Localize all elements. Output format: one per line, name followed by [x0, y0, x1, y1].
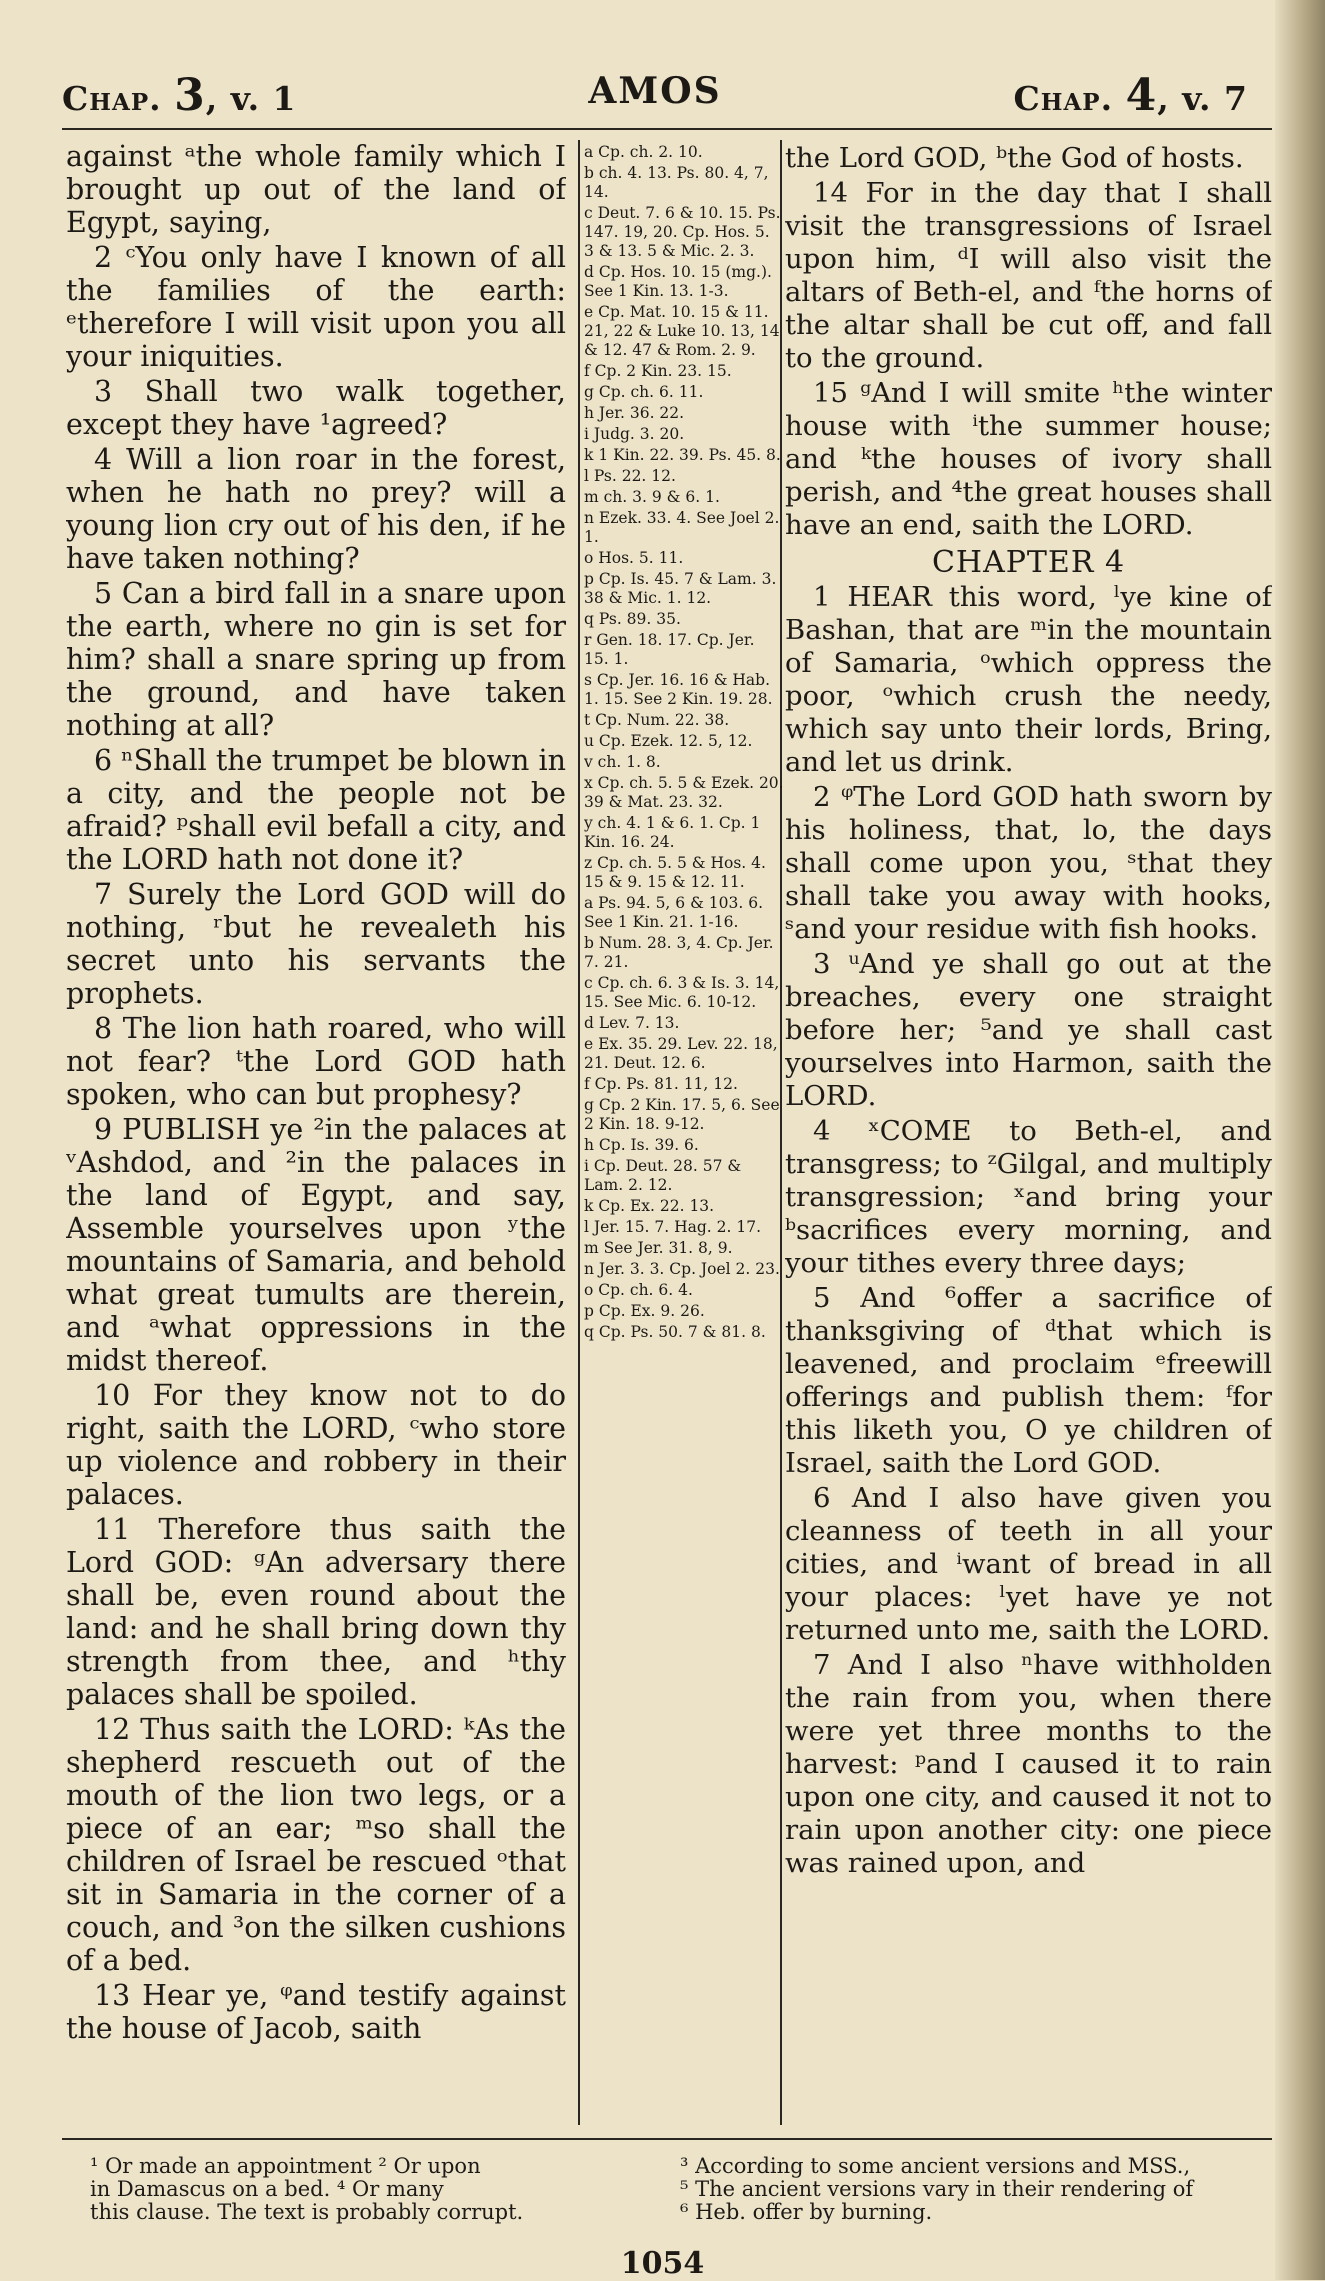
chapter-3-end: [785, 142, 1272, 542]
verse-paragraph: 7 Surely the Lord GOD will do nothing, ʳbut he revealeth his secret unto his servants the prophets.: [66, 878, 566, 1010]
footnote-line: this clause. The text is probably corrupt.: [90, 2200, 524, 2224]
header-book-title: AMOS: [588, 70, 722, 112]
footnotes: [90, 2155, 1270, 2225]
verse-paragraph: 3 ᵘAnd ye shall go out at the breaches, every one straight before her; ⁵and ye shall cast yourselves into Harmon, saith the LORD.: [785, 948, 1272, 1112]
footnote-line: ⁵ The ancient versions vary in their rendering of: [680, 2177, 1194, 2201]
cross-reference: p Cp. Is. 45. 7 & Lam. 3. 38 & Mic. 1. 12.: [584, 570, 777, 607]
cross-reference: d Cp. Hos. 10. 15 (mg.). See 1 Kin. 13. 1-3.: [584, 263, 772, 300]
cross-reference: i Judg. 3. 20.: [584, 425, 685, 443]
cross-reference: k Cp. Ex. 22. 13.: [584, 1197, 715, 1215]
verse-paragraph: 12 Thus saith the LORD: ᵏAs the shepherd rescueth out of the mouth of the lion two legs, or a piece of an ear; ᵐso shall the children of Israel be rescued ᵒthat sit in Samaria in the corner of a couch, and ³on the silken cushions of a bed.: [66, 1713, 566, 1977]
verse-paragraph: 2 ᵠThe Lord GOD hath sworn by his holiness, that, lo, the days shall come upon you, ˢthat they shall take you away with hooks, ˢand your residue with fish hooks.: [785, 781, 1272, 945]
page-number: 1054: [620, 2246, 705, 2281]
cross-reference: m ch. 3. 9 & 6. 1.: [584, 488, 720, 506]
verse-paragraph: 2 ᶜYou only have I known of all the families of the earth: ᵉtherefore I will visit upon you all your iniquities.: [66, 241, 566, 373]
cross-reference: f Cp. 2 Kin. 23. 15.: [584, 362, 732, 380]
cross-reference: x Cp. ch. 5. 5 & Ezek. 20. 39 & Mat. 23. 32.: [584, 774, 784, 811]
verse-paragraph: 14 For in the day that I shall visit the transgressions of Israel upon him, ᵈI will also visit the altars of Beth-el, and ᶠthe horns of the altar shall be cut off, and fall to the ground.: [785, 177, 1272, 374]
footnote-line: ⁶ Heb. offer by burning.: [680, 2200, 933, 2224]
cross-reference: z Cp. ch. 5. 5 & Hos. 4. 15 & 9. 15 & 12. 11.: [584, 854, 766, 891]
cross-reference: q Ps. 89. 35.: [584, 610, 681, 628]
cross-reference: t Cp. Num. 22. 38.: [584, 711, 730, 729]
cross-reference: f Cp. Ps. 81. 11, 12.: [584, 1075, 738, 1093]
verse-paragraph: 13 Hear ye, ᵠand testify against the house of Jacob, saith: [66, 1979, 566, 2045]
cross-reference: n Ezek. 33. 4. See Joel 2. 1.: [584, 509, 780, 546]
cross-reference: g Cp. 2 Kin. 17. 5, 6. See 2 Kin. 18. 9-12.: [584, 1096, 780, 1133]
cross-reference: c Deut. 7. 6 & 10. 15. Ps. 147. 19, 20. Cp. Hos. 5. 3 & 13. 5 & Mic. 2. 3.: [584, 204, 781, 260]
header-rule: [62, 128, 1272, 130]
right-text-column: [785, 142, 1272, 2132]
cross-reference: m See Jer. 31. 8, 9.: [584, 1239, 733, 1257]
cross-reference: q Cp. Ps. 50. 7 & 81. 8.: [584, 1323, 766, 1341]
cross-reference: p Cp. Ex. 9. 26.: [584, 1302, 705, 1320]
verse-paragraph: 3 Shall two walk together, except they have ¹agreed?: [66, 375, 566, 441]
header-left: Chap. 3, v. 1: [62, 70, 297, 121]
cross-reference: y ch. 4. 1 & 6. 1. Cp. 1 Kin. 16. 24.: [584, 814, 761, 851]
cross-reference: n Jer. 3. 3. Cp. Joel 2. 23.: [584, 1260, 780, 1278]
cross-reference: a Ps. 94. 5, 6 & 103. 6. See 1 Kin. 21. 1-16.: [584, 894, 764, 931]
page-edge: [1275, 0, 1325, 2280]
chapter-4-verses: [785, 581, 1272, 1880]
cross-reference: o Cp. ch. 6. 4.: [584, 1281, 693, 1299]
footnotes-left: [90, 2155, 680, 2224]
left-text-column: [66, 140, 566, 2130]
verse-paragraph: 10 For they know not to do right, saith the LORD, ᶜwho store up violence and robbery in their palaces.: [66, 1379, 566, 1511]
cross-reference: e Ex. 35. 29. Lev. 22. 18, 21. Deut. 12. 6.: [584, 1035, 778, 1072]
verse-paragraph: 11 Therefore thus saith the Lord GOD: ᵍAn adversary there shall be, even round about the land: and he shall bring down thy strength from thee, and ʰthy palaces shall be spoiled.: [66, 1513, 566, 1711]
cross-reference: h Jer. 36. 22.: [584, 404, 685, 422]
cross-reference: i Cp. Deut. 28. 57 & Lam. 2. 12.: [584, 1157, 742, 1194]
cross-reference: l Ps. 22. 12.: [584, 467, 676, 485]
header-right: Chap. 4, v. 7: [1013, 70, 1248, 121]
footnote-line: ³ According to some ancient versions and MSS.,: [680, 2154, 1191, 2178]
verse-paragraph: 9 PUBLISH ye ²in the palaces at ᵛAshdod, and ²in the palaces in the land of Egypt, and say, Assemble yourselves upon ʸthe mountains of Samaria, and behold what great tumults are therein, and ᵃwhat oppressions in the midst thereof.: [66, 1113, 566, 1377]
footnotes-right: [680, 2155, 1270, 2224]
footnote-line: ¹ Or made an appointment ² Or upon: [90, 2154, 481, 2178]
verse-paragraph: 6 And I also have given you cleanness of teeth in all your cities, and ⁱwant of bread in all your places: ˡyet have ye not returned unto me, saith the LORD.: [785, 1482, 1272, 1646]
verse-paragraph: 4 ˣCOME to Beth-el, and transgress; to ᶻGilgal, and multiply transgression; ˣand bring your ᵇsacrifices every morning, and your tithes every three days;: [785, 1115, 1272, 1279]
cross-reference: b ch. 4. 13. Ps. 80. 4, 7, 14.: [584, 164, 769, 201]
running-header: [62, 70, 1248, 120]
column-rule-left: [578, 140, 580, 2125]
chapter-heading: CHAPTER 4: [931, 545, 1126, 580]
footnote-rule: [62, 2138, 1272, 2140]
verse-paragraph: 1 HEAR this word, ˡye kine of Bashan, that are ᵐin the mountain of Samaria, ᵒwhich oppress the poor, ᵒwhich crush the needy, which say unto their lords, Bring, and let us drink.: [785, 581, 1272, 778]
cross-reference: r Gen. 18. 17. Cp. Jer. 15. 1.: [584, 631, 755, 668]
cross-reference: g Cp. ch. 6. 11.: [584, 383, 704, 401]
cross-reference: c Cp. ch. 6. 3 & Is. 3. 14, 15. See Mic. 6. 10-12.: [584, 974, 780, 1011]
cross-reference: s Cp. Jer. 16. 16 & Hab. 1. 15. See 2 Kin. 19. 28.: [584, 671, 773, 708]
cross-reference: h Cp. Is. 39. 6.: [584, 1136, 699, 1154]
verse-paragraph: against ᵃthe whole family which I brought up out of the land of Egypt, saying,: [66, 140, 566, 239]
footnote-line: in Damascus on a bed. ⁴ Or many: [90, 2177, 444, 2201]
cross-reference: v ch. 1. 8.: [584, 753, 661, 771]
cross-reference: l Jer. 15. 7. Hag. 2. 17.: [584, 1218, 762, 1236]
cross-reference: b Num. 28. 3, 4. Cp. Jer. 7. 21.: [584, 934, 774, 971]
cross-reference-column: [584, 143, 784, 2133]
verse-paragraph: 15 ᵍAnd I will smite ʰthe winter house with ⁱthe summer house; and ᵏthe houses of ivory shall perish, and ⁴the great houses shall have an end, saith the LORD.: [785, 377, 1272, 541]
verse-paragraph: 4 Will a lion roar in the forest, when he hath no prey? will a young lion cry out of his den, if he have taken nothing?: [66, 443, 566, 575]
verse-paragraph: 6 ⁿShall the trumpet be blown in a city, and the people not be afraid? ᵖshall evil befall a city, and the LORD hath not done it?: [66, 744, 566, 876]
verse-paragraph: the Lord GOD, ᵇthe God of hosts.: [785, 142, 1244, 174]
verse-paragraph: 5 And ⁶offer a sacrifice of thanksgiving of ᵈthat which is leavened, and proclaim ᵉfreewill offerings and publish them: ᶠfor this liketh you, O ye children of Israel, saith the Lord GOD.: [785, 1282, 1272, 1479]
verse-paragraph: 8 The lion hath roared, who will not fear? ᵗthe Lord GOD hath spoken, who can but prophesy?: [66, 1012, 566, 1111]
cross-reference: k 1 Kin. 22. 39. Ps. 45. 8.: [584, 446, 781, 464]
cross-reference: u Cp. Ezek. 12. 5, 12.: [584, 732, 753, 750]
verse-paragraph: 7 And I also ⁿhave withholden the rain from you, when there were yet three months to the harvest: ᵖand I caused it to rain upon one city, and caused it not to rain upon another city: one piece was rained upon, and: [785, 1649, 1272, 1879]
cross-reference: e Cp. Mat. 10. 15 & 11. 21, 22 & Luke 10. 13, 14 & 12. 47 & Rom. 2. 9.: [584, 303, 780, 359]
cross-reference: o Hos. 5. 11.: [584, 549, 684, 567]
cross-reference: d Lev. 7. 13.: [584, 1014, 680, 1032]
verse-paragraph: 5 Can a bird fall in a snare upon the earth, where no gin is set for him? shall a snare spring up from the ground, and have taken nothing at all?: [66, 577, 566, 742]
cross-reference: a Cp. ch. 2. 10.: [584, 143, 703, 161]
